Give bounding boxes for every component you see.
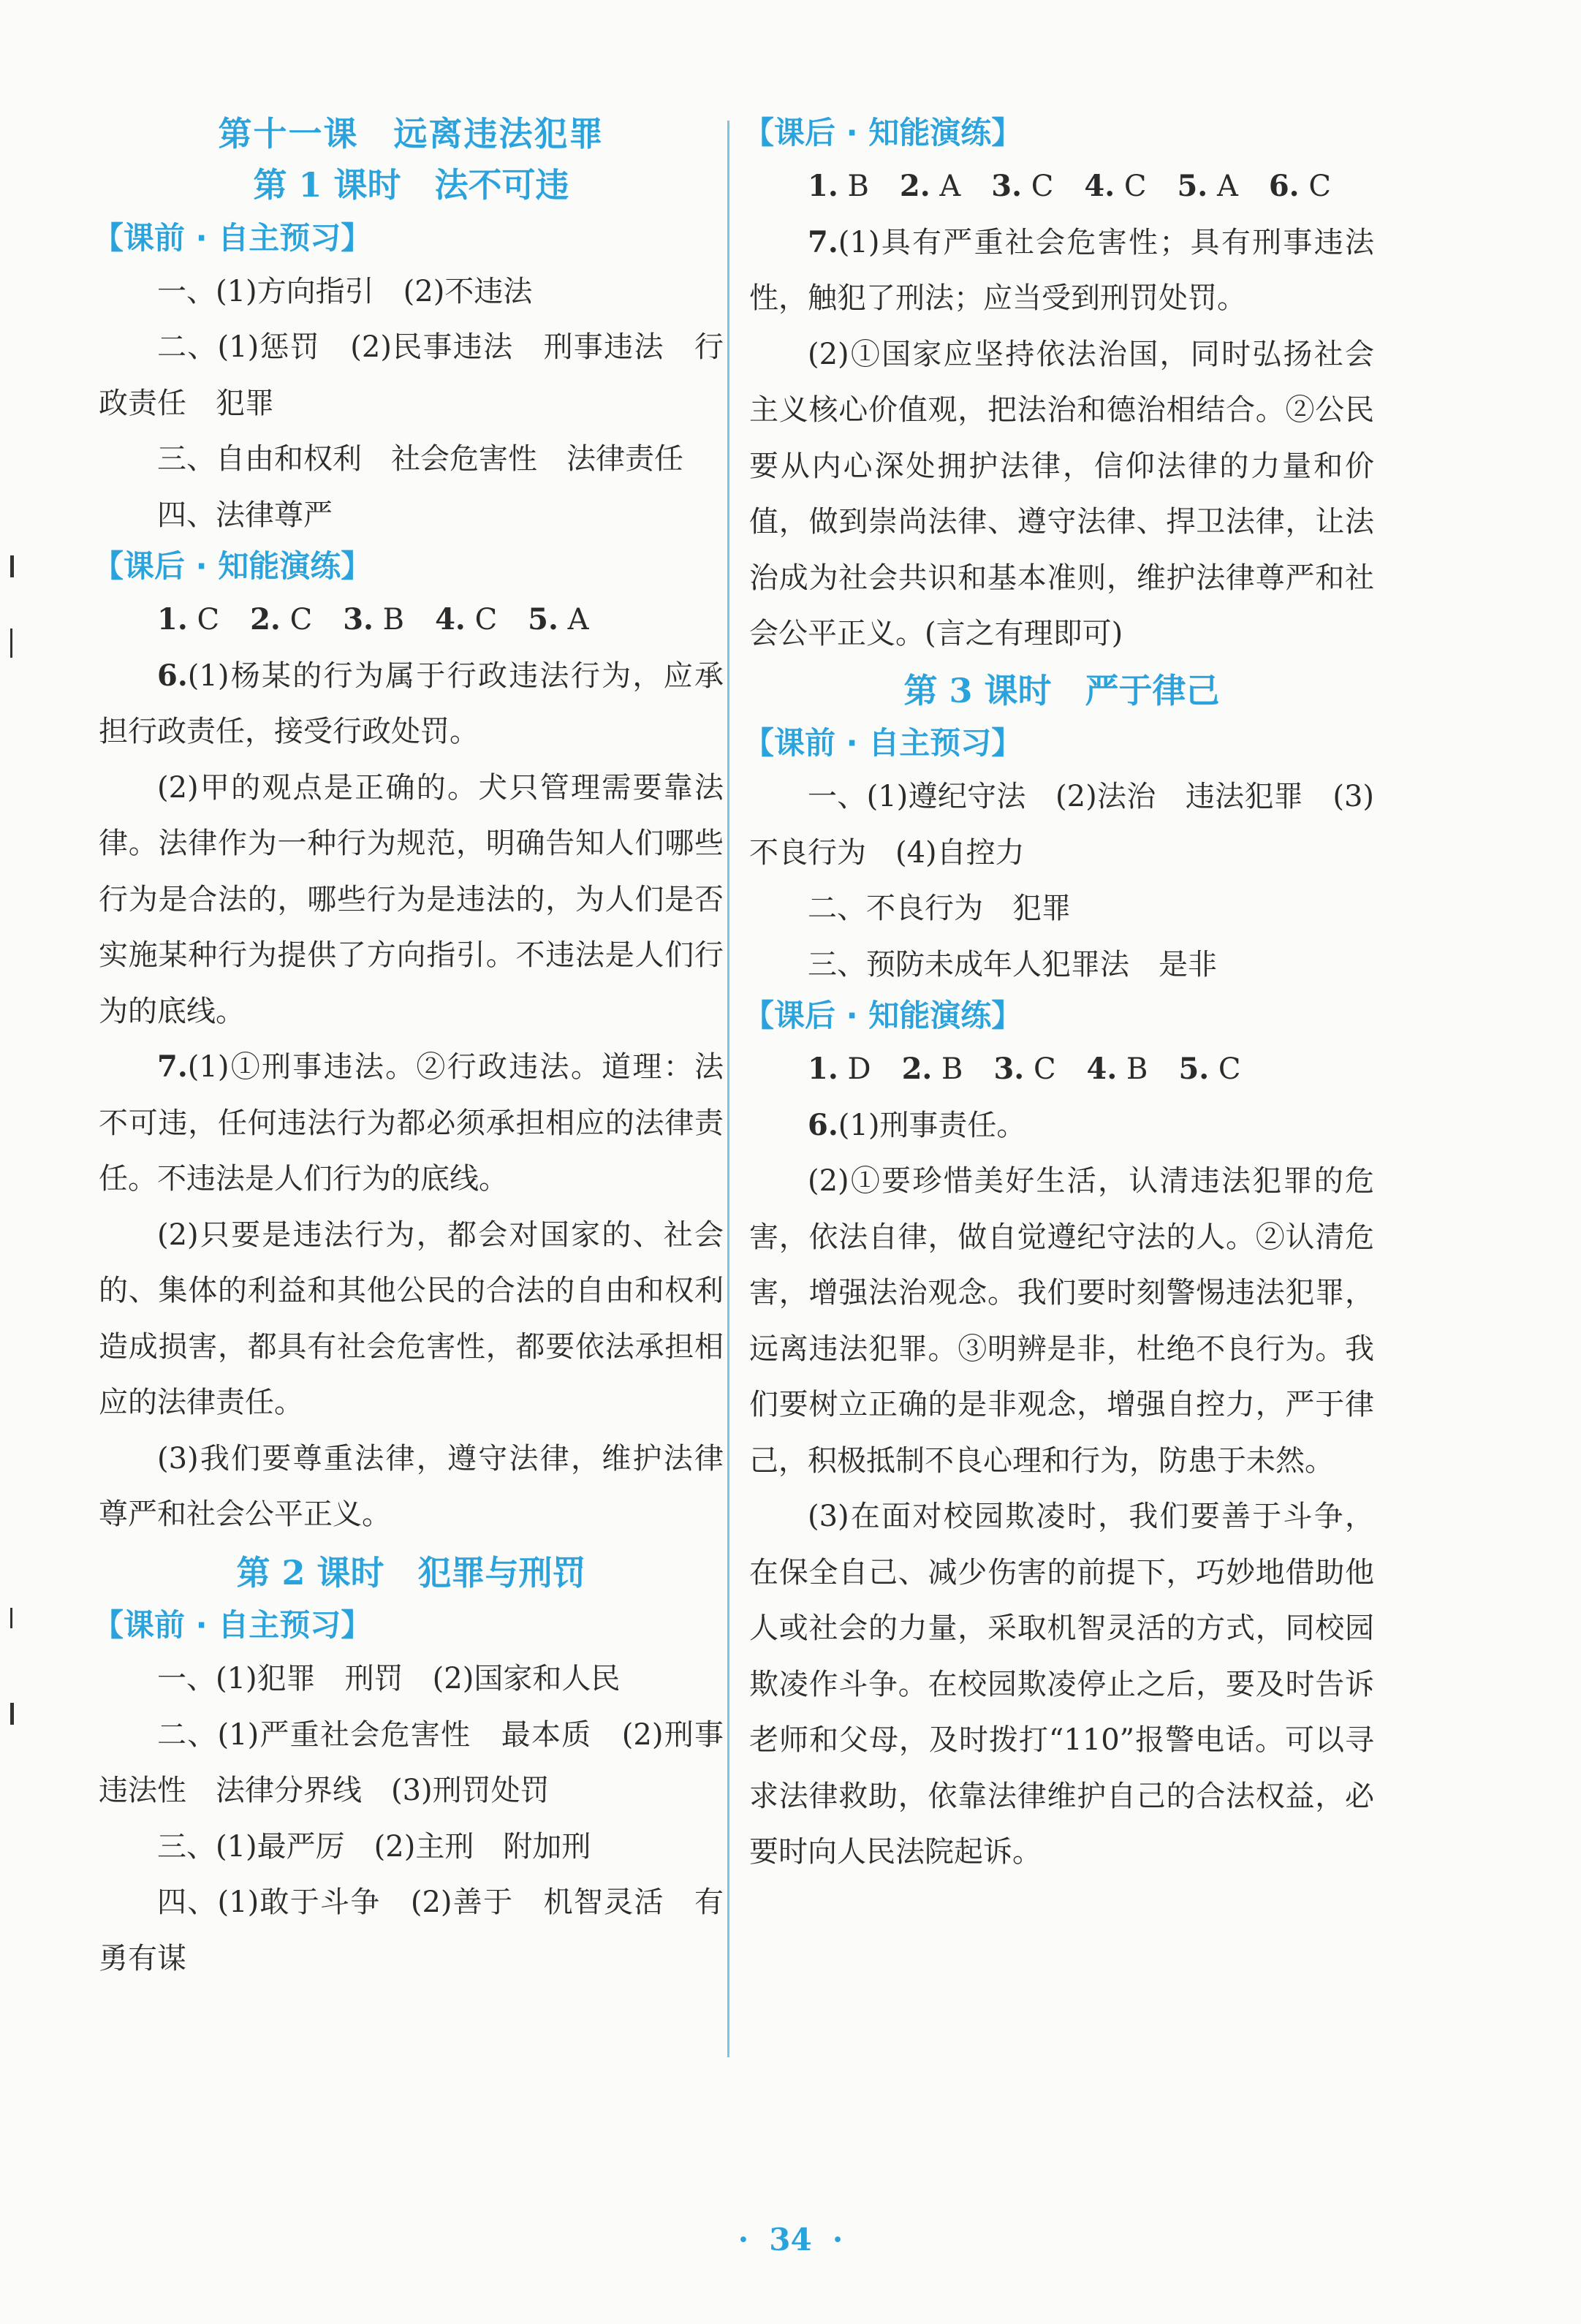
answer-line: 四、法律尊严	[157, 498, 333, 532]
answer-line: 三、自由和权利 社会危害性 法律责任	[157, 442, 683, 476]
answer-q6b: (2)甲的观点是正确的。犬只管理需要靠法律。法律作为一种行为规范，明确告知人们哪些行为是合法的，哪些行为是违法的，为人们是否实施某种行为提供了方向指引。不违法是人们行为的底线。	[99, 770, 724, 1028]
answer-line: 二、不良行为 犯罪	[808, 892, 1071, 926]
answer-line: 一、(1)犯罪 刑罚 (2)国家和人民	[157, 1662, 621, 1696]
answer-q7b: (2)①国家应坚持依法治国，同时弘扬社会主义核心价值观，把法治和德治相结合。②公民要从内心深处拥护法律，信仰法律的力量和价值，做到崇尚法律、遵守法律、捍卫法律，让法治成为社会共识和基本准则，维护法律尊严和社会公平正义。(言之有理即可)	[749, 337, 1374, 650]
answer-q6c: (3)在面对校园欺凌时，我们要善于斗争，在保全自己、减少伤害的前提下，巧妙地借助他人或社会的力量，采取机智灵活的方式，同校园欺凌作斗争。在校园欺凌停止之后，要及时告诉老师和父母，及时拨打“110”报警电话。可以寻求法律救助，依靠法律维护自己的合法权益，必要时向人民法院起诉。	[749, 1500, 1374, 1869]
period-1-title: 第 1 课时 法不可违	[253, 164, 569, 205]
column-divider	[727, 121, 729, 2057]
section-post-practice: 【课后 · 知能演练】	[743, 998, 1023, 1034]
choice-answers: 1. D 2. B 3. C 4. B 5. C	[808, 1052, 1241, 1087]
answer-line: 三、预防未成年人犯罪法 是非	[808, 947, 1217, 981]
page-number: · 34 ·	[738, 2222, 843, 2257]
left-column	[93, 110, 724, 1986]
answer-q6a: 6.(1)刑事责任。	[808, 1107, 1026, 1142]
lesson-title: 第十一课 远离违法犯罪	[218, 114, 604, 153]
scan-mark	[10, 555, 14, 577]
answer-q7a: 7.(1)具有严重社会危害性；具有刑事违法性，触犯了刑法；应当受到刑罚处罚。	[749, 224, 1374, 315]
answer-q6a: 6.(1)杨某的行为属于行政违法行为，应承担行政责任，接受行政处罚。	[99, 658, 724, 749]
answer-line: 一、(1)方向指引 (2)不违法	[157, 274, 533, 308]
right-column	[743, 110, 1374, 1880]
choice-answers: 1. C 2. C 3. B 4. C 5. A	[157, 602, 589, 637]
section-post-practice: 【课后 · 知能演练】	[93, 548, 372, 585]
section-pre-study: 【课前 · 自主预习】	[93, 219, 372, 256]
choice-answers: 1. B 2. A 3. C 4. C 5. A 6. C	[808, 169, 1331, 203]
scan-mark	[10, 1608, 12, 1628]
answer-q7a: 7.(1)①刑事违法。②行政违法。道理：法不可违，任何违法行为都必须承担相应的法律责任。不违法是人们行为的底线。	[99, 1049, 724, 1196]
answer-line: 二、(1)严重社会危害性 最本质 (2)刑事违法性 法律分界线 (3)刑罚处罚	[99, 1717, 724, 1808]
section-pre-study: 【课前 · 自主预习】	[93, 1607, 372, 1644]
scan-mark	[10, 629, 12, 658]
answer-line: 二、(1)惩罚 (2)民事违法 刑事违法 行政责任 犯罪	[99, 330, 724, 420]
answer-q6b: (2)①要珍惜美好生活，认清违法犯罪的危害，依法自律，做自觉遵纪守法的人。②认清危害，增强法治观念。我们要时刻警惕违法犯罪，远离违法犯罪。③明辨是非，杜绝不良行为。我们要树立正确的是非观念，增强自控力，严于律己，积极抵制不良心理和行为，防患于未然。	[749, 1164, 1374, 1478]
answer-q7c: (3)我们要尊重法律，遵守法律，维护法律尊严和社会公平正义。	[99, 1441, 724, 1532]
scan-mark	[10, 1703, 14, 1725]
period-3-title: 第 3 课时 严于律己	[903, 670, 1220, 710]
answer-q7b: (2)只要是违法行为，都会对国家的、社会的、集体的利益和其他公民的合法的自由和权利造成损害，都具有社会危害性，都要依法承担相应的法律责任。	[99, 1218, 724, 1420]
answer-line: 三、(1)最严厉 (2)主刑 附加刑	[157, 1829, 591, 1864]
period-2-title: 第 2 课时 犯罪与刑罚	[236, 1552, 586, 1592]
answer-line: 一、(1)遵纪守法 (2)法治 违法犯罪 (3)不良行为 (4)自控力	[749, 780, 1374, 870]
section-post-practice: 【课后 · 知能演练】	[743, 115, 1023, 151]
answer-line: 四、(1)敢于斗争 (2)善于 机智灵活 有勇有谋	[99, 1886, 724, 1975]
section-pre-study: 【课前 · 自主预习】	[743, 725, 1023, 762]
